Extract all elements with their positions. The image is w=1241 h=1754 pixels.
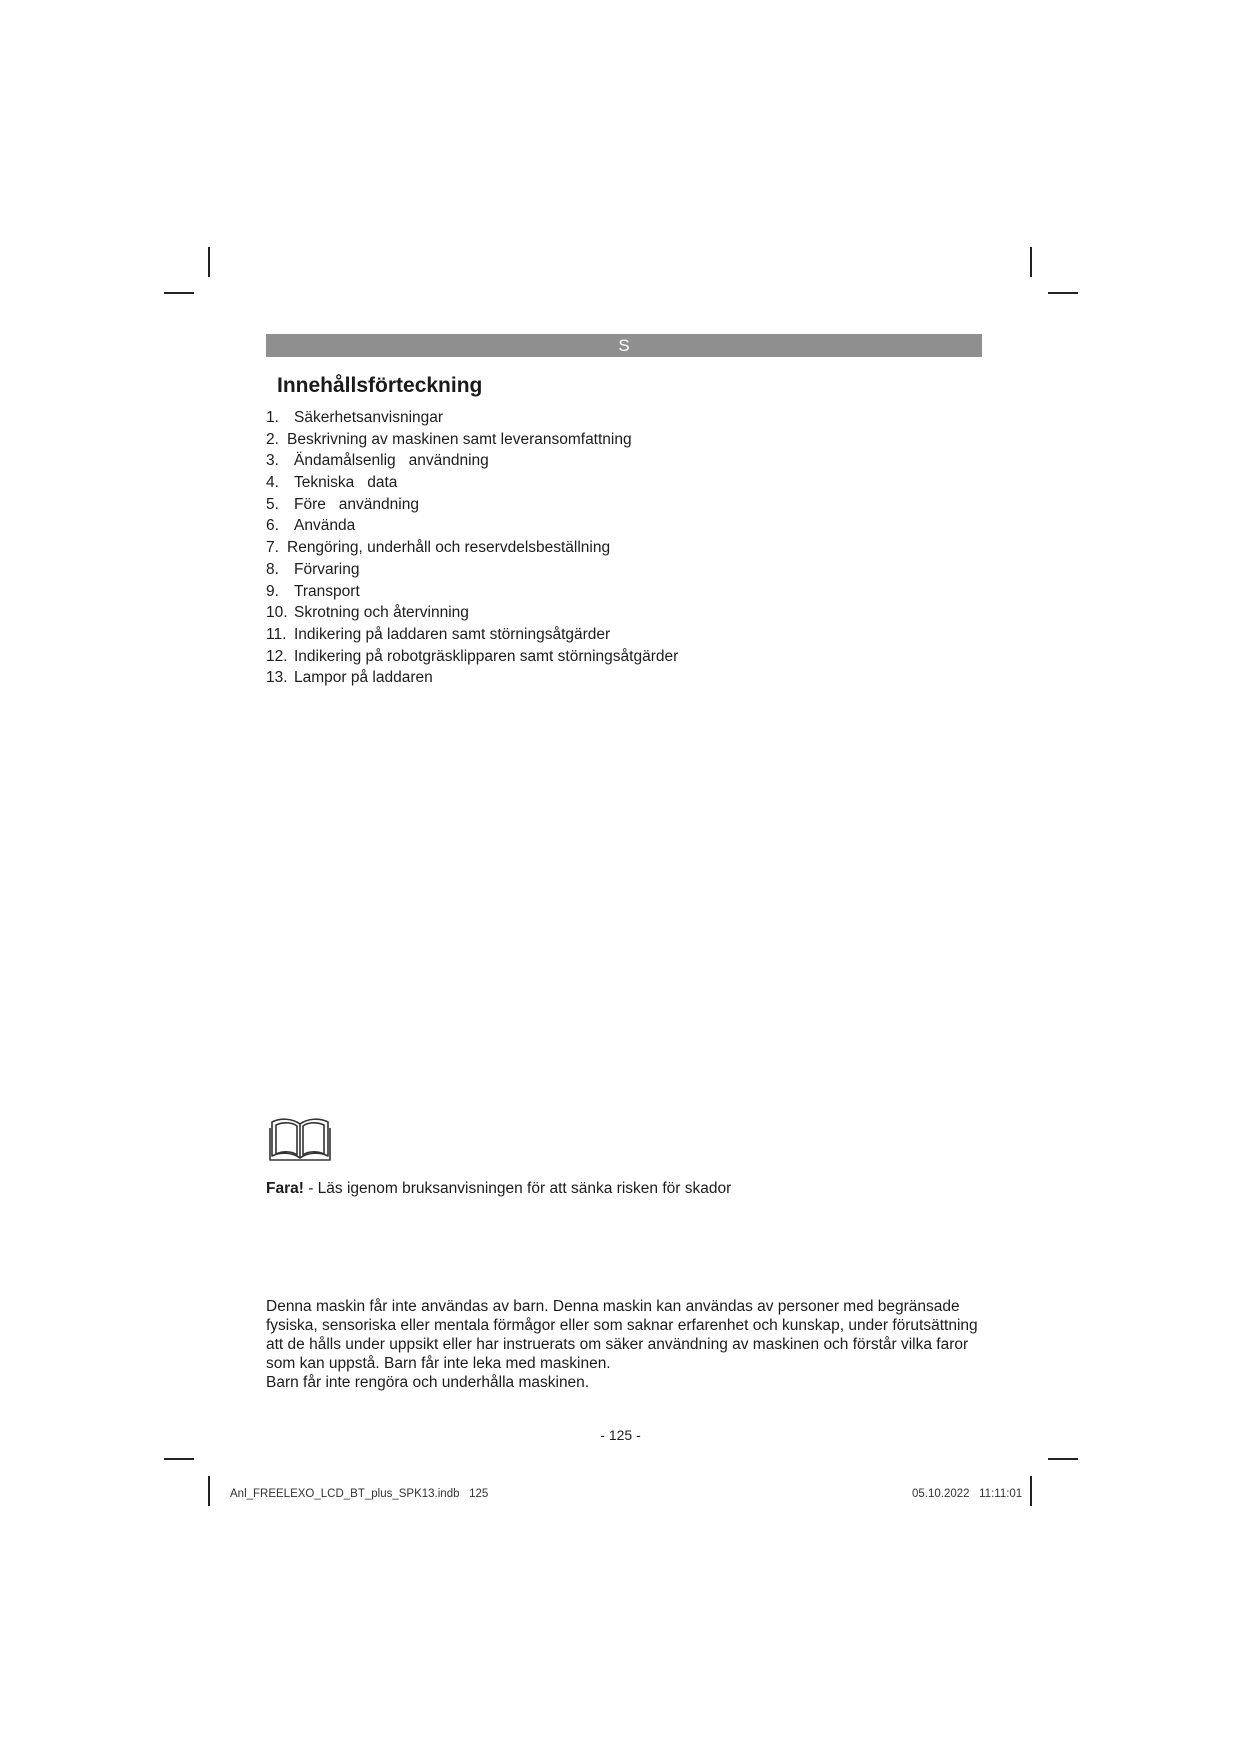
toc-item: 9. Transport <box>266 582 360 600</box>
notice-line: att de hålls under uppsikt eller har instruerats om säker användning av maskinen och förstår vilka faror <box>266 1336 969 1353</box>
toc-title: Innehållsförteckning <box>277 374 483 397</box>
toc-item: 11. Indikering på laddaren samt störningsåtgärder <box>266 625 611 643</box>
footer-filename: Anl_FREELEXO_LCD_BT_plus_SPK13.indb 125 <box>230 1488 489 1500</box>
table-of-contents <box>266 407 678 689</box>
warning-text: - Läs igenom bruksanvisningen för att sänka risken för skador <box>303 1180 732 1197</box>
crop-mark-top-right-v <box>1030 247 1032 277</box>
toc-item: 6. Använda <box>266 517 356 535</box>
warning-label: Fara! <box>266 1180 304 1197</box>
notice-line: fysiska, sensoriska eller mentala förmågor eller som saknar erfarenhet och kunskap, under förutsättning <box>266 1317 978 1334</box>
notice-line: som kan uppstå. Barn får inte leka med maskinen. <box>266 1355 611 1372</box>
crop-mark-bottom-left-v <box>208 1476 210 1506</box>
book-icon <box>268 1116 332 1162</box>
crop-mark-top-left-h <box>164 292 194 294</box>
toc-item: 1. Säkerhetsanvisningar <box>266 409 444 426</box>
crop-mark-top-right-h <box>1048 292 1078 294</box>
danger-warning <box>266 1179 731 1199</box>
language-code: S <box>618 336 630 355</box>
toc-item: 4. Tekniska data <box>266 474 398 492</box>
crop-mark-bottom-right-h <box>1048 1458 1078 1460</box>
toc-item: 2. Beskrivning av maskinen samt leveransomfattning <box>266 430 632 448</box>
toc-item: 5. Före användning <box>266 495 419 513</box>
toc-item: 13. Lampor på laddaren <box>266 669 433 687</box>
notice-line: Barn får inte rengöra och underhålla maskinen. <box>266 1374 590 1391</box>
language-header-bar <box>266 334 982 357</box>
crop-mark-bottom-left-h <box>164 1458 194 1460</box>
crop-mark-bottom-right-v <box>1030 1476 1032 1506</box>
toc-item: 7. Rengöring, underhåll och reservdelsbeställning <box>266 539 611 557</box>
children-notice <box>266 1297 986 1392</box>
crop-mark-top-left-v <box>208 247 210 277</box>
footer-datetime: 05.10.2022 11:11:01 <box>912 1488 1023 1500</box>
toc-item: 8. Förvaring <box>266 560 360 578</box>
notice-line: Denna maskin får inte användas av barn. Denna maskin kan användas av personer med begränsade <box>266 1298 960 1315</box>
page-number: - 125 - <box>600 1427 641 1443</box>
toc-item: 3. Ändamålsenlig användning <box>266 452 489 470</box>
toc-item: 12. Indikering på robotgräsklipparen samt störningsåtgärder <box>266 647 679 665</box>
toc-item: 10. Skrotning och återvinning <box>266 604 469 622</box>
